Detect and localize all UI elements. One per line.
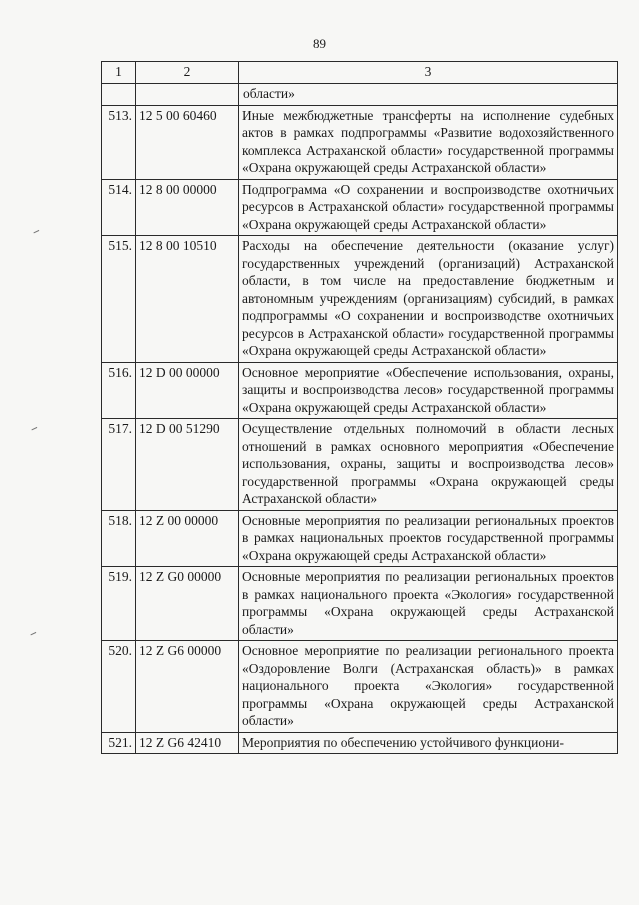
table-rows [102,105,618,754]
row-description: Основные мероприятия по реализации региональных проектов в рамках национальных проектов государственной программы «Охрана окружающей среды Астраханской области» [239,510,618,567]
row-number: 517. [102,419,136,511]
scan-mark [33,230,40,236]
table-row [102,105,618,179]
row-description: Осуществление отдельных полномочий в области лесных отношений в рамках основного мероприятия «Обеспечение использования, охраны, защиты и воспроизводства лесов» государственной программы «Охрана окружающей среды Астраханской области» [239,419,618,511]
page-number: 89 [313,36,326,51]
header-col-1: 1 [102,62,136,84]
row-code: 12 Z G6 42410 [136,732,239,754]
continuation-row [102,84,618,106]
row-number: 519. [102,567,136,641]
row-code: 12 8 00 10510 [136,236,239,363]
row-description: Иные межбюджетные трансферты на исполнение судебных актов в рамках подпрограммы «Развитие водохозяйственного комплекса Астраханской области» государственной программы «Охрана окружающей среды Астраханской области» [239,105,618,179]
row-number: 518. [102,510,136,567]
row-code: 12 Z G6 00000 [136,641,239,733]
table-header-row [102,62,618,84]
table-row [102,179,618,236]
table-row [102,236,618,363]
budget-table [101,61,618,754]
table-row [102,419,618,511]
table-row [102,510,618,567]
table-row [102,567,618,641]
row-number: 514. [102,179,136,236]
row-code: 12 D 00 51290 [136,419,239,511]
row-number: 520. [102,641,136,733]
row-number: 516. [102,362,136,419]
row-code: 12 D 00 00000 [136,362,239,419]
row-number: 513. [102,105,136,179]
row-code: 12 Z 00 00000 [136,510,239,567]
header-col-3: 3 [239,62,618,84]
row-description: Основное мероприятие «Обеспечение использования, охраны, защиты и воспроизводства лесов» государственной программы «Охрана окружающей среды Астраханской области» [239,362,618,419]
table-row [102,641,618,733]
table-row [102,732,618,754]
row-description: Основное мероприятие по реализации регионального проекта «Оздоровление Волги (Астраханская область)» в рамках национального проекта «Экология» государственной программы «Охрана окружающей среды Астраханской области» [239,641,618,733]
row-description: Основные мероприятия по реализации региональных проектов в рамках национального проекта «Экология» государственной программы «Охрана окружающей среды Астраханской области» [239,567,618,641]
row-code: 12 Z G0 00000 [136,567,239,641]
row-code: 12 8 00 00000 [136,179,239,236]
scan-mark [30,632,37,638]
row-description: Мероприятия по обеспечению устойчивого функциони- [239,732,618,754]
row-number: 515. [102,236,136,363]
row-description: Расходы на обеспечение деятельности (оказание услуг) государственных учреждений (организаций) Астраханской области, в том числе на предоставление бюджетным и автономным учреждениям (организациям) субсидий, в рамках подпрограммы «О сохранении и воспроизводстве охотничьих ресурсов в Астраханской области» государственной программы «Охрана окружающей среды Астраханской области» [239,236,618,363]
row-number: 521. [102,732,136,754]
continuation-text: области» [239,84,618,106]
scan-mark [31,427,38,433]
row-code: 12 5 00 60460 [136,105,239,179]
row-description: Подпрограмма «О сохранении и воспроизводстве охотничьих ресурсов в Астраханской области» государственной программы «Охрана окружающей среды Астраханской области» [239,179,618,236]
table-row [102,362,618,419]
header-col-2: 2 [136,62,239,84]
